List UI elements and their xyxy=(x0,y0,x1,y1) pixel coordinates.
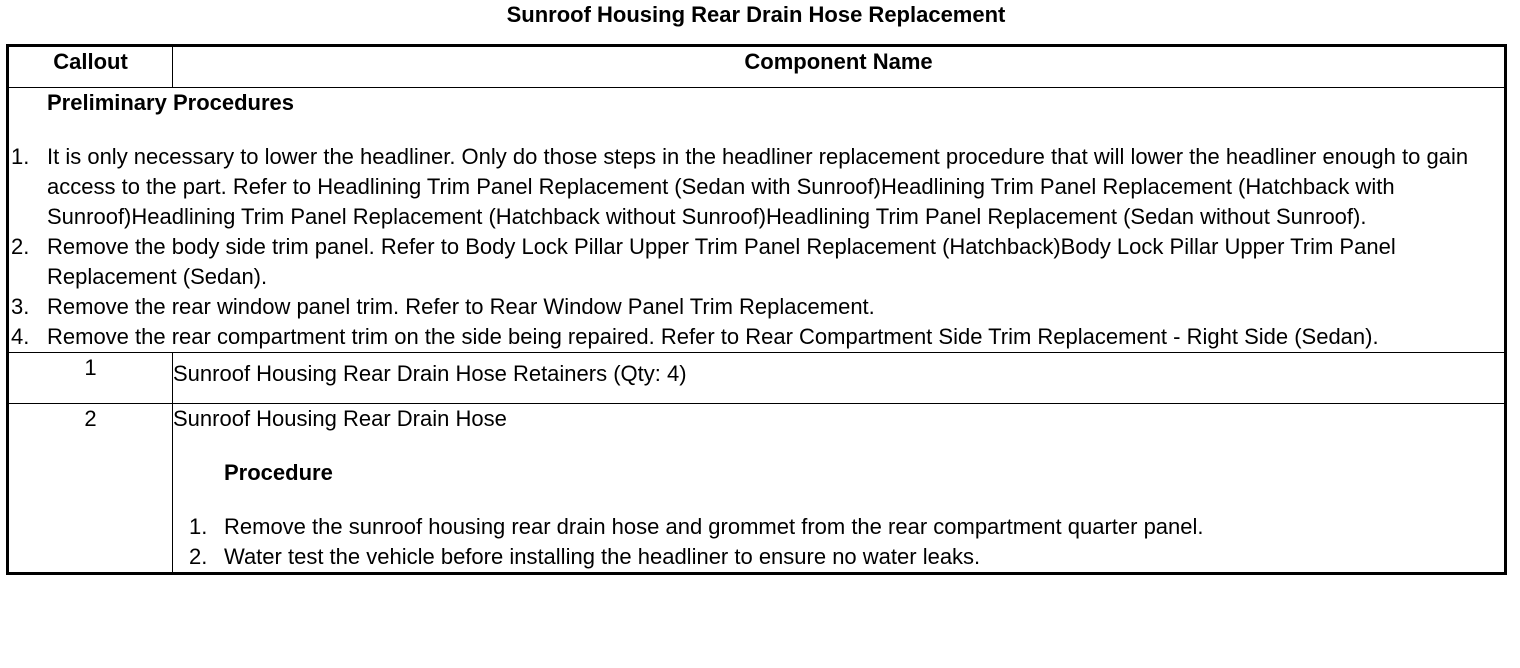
procedure-heading: Procedure xyxy=(224,460,333,485)
step-number: 1. xyxy=(189,514,208,539)
preliminary-procedures-row xyxy=(8,88,1506,353)
table-header-row xyxy=(8,46,1506,88)
preliminary-steps-list xyxy=(9,142,1504,352)
component-name-column-header: Component Name xyxy=(173,46,1506,88)
step-number: 2. xyxy=(189,544,208,569)
step-text: Remove the sunroof housing rear drain hose and grommet from the rear compartment quarter panel. xyxy=(224,514,1204,539)
step-text: It is only necessary to lower the headliner. Only do those steps in the headliner replacement procedure that will lower the headliner enough to gain access to the part. Refer to Headlining Trim Panel Replacement (Sedan with Sunroof)Headlining Trim Panel Replacement (Hatchback with Sunroof)Headlining Trim Panel Replacement (Hatchback without Sunroof)Headlining Trim Panel Replacement (Sedan without Sunroof). xyxy=(47,144,1469,229)
step-text: Water test the vehicle before installing the headliner to ensure no water leaks. xyxy=(224,544,981,569)
table-row xyxy=(8,404,1506,574)
callout-column-header: Callout xyxy=(8,46,173,88)
preliminary-step xyxy=(9,142,1504,232)
step-text: Remove the body side trim panel. Refer to Body Lock Pillar Upper Trim Panel Replacement (Hatchback)Body Lock Pillar Upper Trim Panel Replacement (Sedan). xyxy=(47,234,1396,289)
step-number: 2. xyxy=(11,234,30,259)
callout-cell: 1 xyxy=(8,353,173,404)
step-number: 3. xyxy=(11,294,30,319)
step-number: 1. xyxy=(11,144,30,169)
document-title: Sunroof Housing Rear Drain Hose Replacement xyxy=(506,2,1006,27)
preliminary-step xyxy=(9,322,1504,352)
procedure-step xyxy=(173,542,1504,572)
preliminary-step xyxy=(9,232,1504,292)
component-name: Sunroof Housing Rear Drain Hose xyxy=(173,406,507,431)
step-text: Remove the rear compartment trim on the side being repaired. Refer to Rear Compartment Side Trim Replacement - Right Side (Sedan). xyxy=(47,324,1379,349)
component-table xyxy=(6,44,1507,575)
step-text: Remove the rear window panel trim. Refer to Rear Window Panel Trim Replacement. xyxy=(47,294,875,319)
component-name-cell xyxy=(173,404,1506,574)
table-row xyxy=(8,353,1506,404)
procedure-step xyxy=(173,512,1504,542)
preliminary-step xyxy=(9,292,1504,322)
preliminary-procedures-cell xyxy=(8,88,1506,353)
callout-cell: 2 xyxy=(8,404,173,574)
preliminary-procedures-heading: Preliminary Procedures xyxy=(47,90,295,115)
step-number: 4. xyxy=(11,324,30,349)
procedure-steps-list xyxy=(173,512,1504,572)
component-name-cell: Sunroof Housing Rear Drain Hose Retainers (Qty: 4) xyxy=(173,353,1506,404)
